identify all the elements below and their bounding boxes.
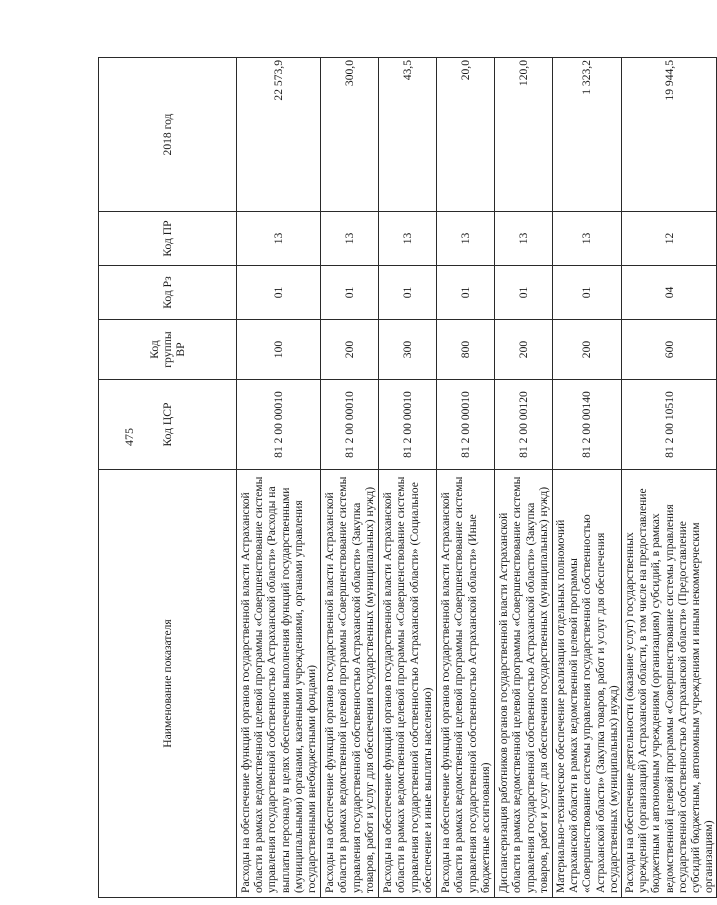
row-rz: 01: [237, 266, 321, 320]
row-csr: 81 2 00 00010: [237, 380, 321, 470]
row-vr: 300: [379, 320, 437, 380]
row-rz: 01: [437, 266, 495, 320]
row-pr: 13: [237, 212, 321, 266]
table-row: [437, 58, 495, 898]
row-pr: 13: [495, 212, 553, 266]
row-rz: 01: [321, 266, 379, 320]
row-name: Материально-техническое обеспечение реализации отдельных полномочий Астраханской области в рамках ведомственной целевой программы «Совершенствование системы управления государственной собственностью Астраханской области» (Закупка товаров, работ и услуг для обеспечения государственных (муниципальных) нужд): [553, 470, 622, 898]
row-vr: 200: [495, 320, 553, 380]
table-row: [379, 58, 437, 898]
table-row: [495, 58, 553, 898]
row-amount: 300,0: [321, 58, 379, 212]
table-row: [622, 58, 717, 898]
row-csr: 81 2 00 00010: [379, 380, 437, 470]
row-pr: 13: [321, 212, 379, 266]
row-name: Расходы на обеспечение функций органов государственной власти Астраханской области в рамках ведомственной целевой программы «Совершенствование системы управления государственной собственностью Астраханской области» (Иные бюджетные ассигнования): [437, 470, 495, 898]
row-amount: 1 323,2: [553, 58, 622, 212]
row-vr: 600: [622, 320, 717, 380]
row-rz: 04: [622, 266, 717, 320]
row-rz: 01: [379, 266, 437, 320]
row-amount: 43,5: [379, 58, 437, 212]
row-pr: 13: [553, 212, 622, 266]
row-amount: 22 573,9: [237, 58, 321, 212]
row-csr: 81 2 00 00010: [321, 380, 379, 470]
row-pr: 13: [379, 212, 437, 266]
row-name: Расходы на обеспечение функций органов государственной власти Астраханской области в рамках ведомственной целевой программы «Совершенствование системы управления государственной собственностью Астраханской области» (Социальное обеспечение и иные выплаты населению): [379, 470, 437, 898]
header-year: 2018 год: [99, 58, 237, 212]
header-name: Наименование показателя: [99, 470, 237, 898]
row-pr: 12: [622, 212, 717, 266]
row-name: Расходы на обеспечение деятельности (оказание услуг) государственных учреждений (организаций) Астраханской области, в том числе на предоставление бюджетным и автономным учреждениям (организациям) субсидий, в рамках ведомственной целевой программы «Совершенствование системы управления государственной собственностью Астраханской области» (Предоставление субсидий бюджетным, автономным учреждениям и иным некоммерческим организациям): [622, 470, 717, 898]
row-amount: 19 944,5: [622, 58, 717, 212]
row-vr: 800: [437, 320, 495, 380]
row-rz: 01: [553, 266, 622, 320]
budget-table: [98, 57, 717, 898]
header-rz: Код Рз: [99, 266, 237, 320]
row-amount: 20,0: [437, 58, 495, 212]
row-rz: 01: [495, 266, 553, 320]
row-vr: 200: [553, 320, 622, 380]
rotated-table-container: [98, 58, 717, 898]
row-vr: 100: [237, 320, 321, 380]
row-name: Расходы на обеспечение функций органов государственной власти Астраханской области в рамках ведомственной целевой программы «Совершенствование системы управления государственной собственностью Астраханской области» (Расходы на выплаты персоналу в целях обеспечения выполнения функций государственными (муниципальными) органами, казенными учреждениями, органами управления государственными внебюджетными фондами): [237, 470, 321, 898]
table-row: [321, 58, 379, 898]
header-vr: Код группы ВР: [99, 320, 237, 380]
row-csr: 81 2 00 00120: [495, 380, 553, 470]
row-csr: 81 2 00 10510: [622, 380, 717, 470]
row-vr: 200: [321, 320, 379, 380]
table-header-row: [99, 58, 237, 898]
table-row: [237, 58, 321, 898]
page-number: 475: [122, 428, 136, 446]
row-amount: 120,0: [495, 58, 553, 212]
row-pr: 13: [437, 212, 495, 266]
table-row: [553, 58, 622, 898]
header-csr: Код ЦСР: [99, 380, 237, 470]
row-csr: 81 2 00 00010: [437, 380, 495, 470]
row-name: Диспансеризация работников органов государственной власти Астраханской области в рамках ведомственной целевой программы «Совершенствование системы управления государственной собственностью Астраханской области» (Закупка товаров, работ и услуг для обеспечения государственных (муниципальных) нужд): [495, 470, 553, 898]
row-csr: 81 2 00 00140: [553, 380, 622, 470]
header-pr: Код ПР: [99, 212, 237, 266]
row-name: Расходы на обеспечение функций органов государственной власти Астраханской области в рамках ведомственной целевой программы «Совершенствование системы управления государственной собственностью Астраханской области» (Закупка товаров, работ и услуг для обеспечения государственных (муниципальных) нужд): [321, 470, 379, 898]
